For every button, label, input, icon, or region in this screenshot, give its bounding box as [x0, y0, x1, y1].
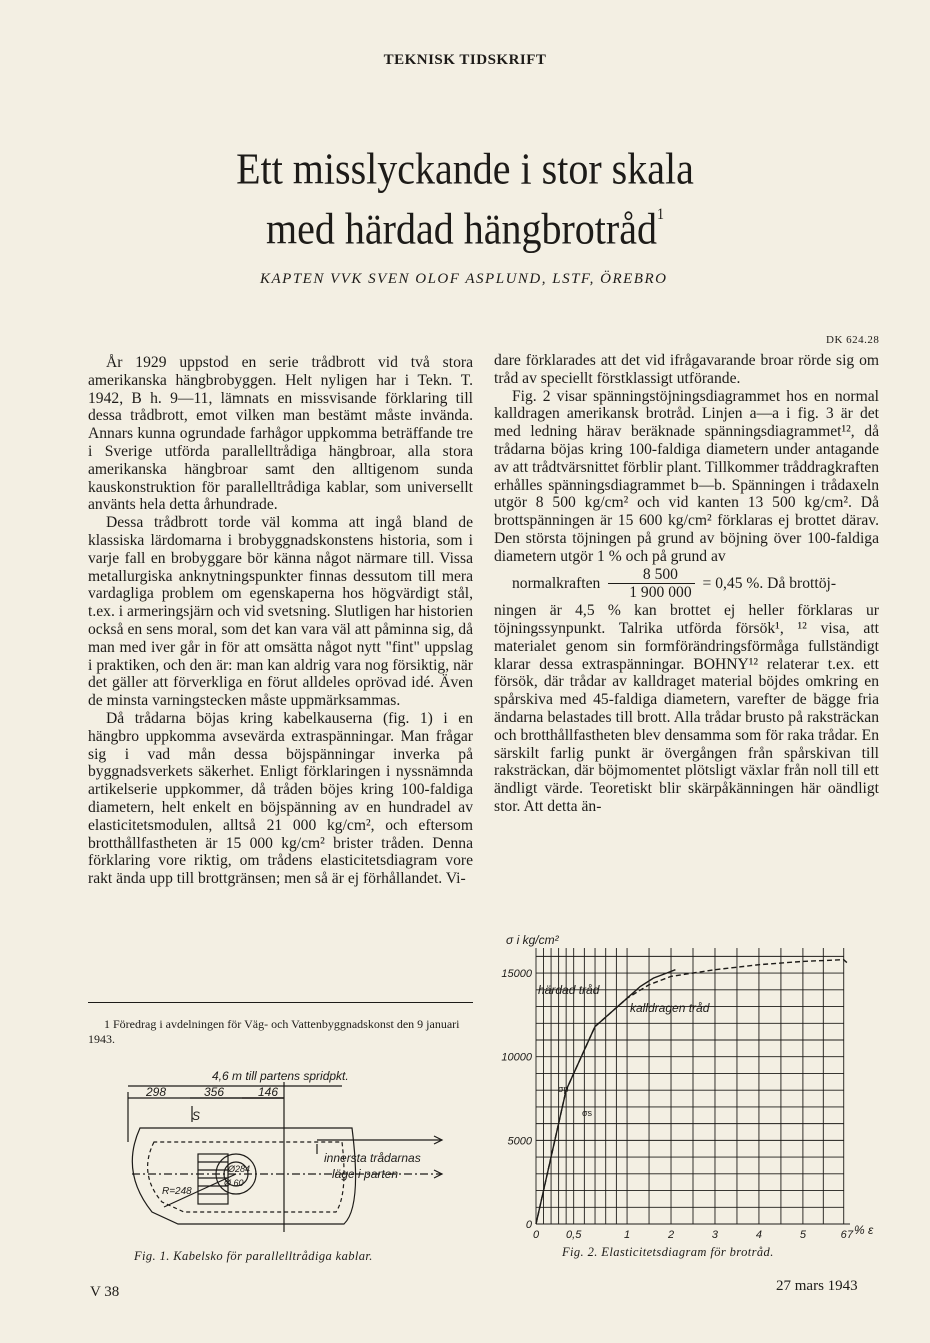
dk-classification: DK 624.28 — [826, 334, 880, 346]
fig2-x-tick-label: 1 — [623, 1229, 631, 1241]
fig1-label-d1: Ø284 — [228, 1164, 251, 1174]
formula-numerator: 8 500 — [608, 566, 694, 585]
title-line2-text: med härdad hängbrotråd — [266, 203, 657, 254]
formula-line — [494, 566, 879, 603]
article-title-line2 — [0, 203, 930, 254]
fig1-label-d2: Ø 60 — [224, 1178, 244, 1188]
footnote: 1 Föredrag i avdelningen för Väg- och Vattenbyggnadskonst den 9 januari 1943. — [88, 1017, 460, 1046]
fig1-drawing — [112, 1062, 472, 1252]
fig2-label-sp: σp — [558, 1084, 569, 1094]
fig2-label-ss: σs — [582, 1108, 593, 1118]
fig1-label-top: 4,6 m till partens spridpkt. — [212, 1069, 349, 1083]
left-paragraph-3: Då trådarna böjas kring kabelkauserna (fig. 1) i en hängbro uppkomma avsevärda extraspänningar. Man frågar sig i vad mån dessa böjspänningar inverka på byggnadsverkets säkerhet. Enligt förklaringen i nyssnämnda artikelserie uppkommer, då tråden böjes kring 100-faldiga diametern, helt enkelt en böjspänning av en hundradel av elasticitetsmodulen, alltså 21 000 kg/cm², och eftersom brotthållfastheten är 15 000 kg/cm² brister tråden. Denna förklaring vore riktig, om trådens elasticitetsdiagram vore rakt ända upp till brottgränsen; men så är ej förhållandet. Vi- — [88, 709, 473, 888]
right-paragraph-1: dare förklarades att det vid ifrågavarande broar rörde sig om tråd av speciellt förstklassigt utförande. — [494, 352, 879, 387]
fig2-y-tick-label: 15000 — [501, 968, 532, 981]
fig2-x-tick-label: 0,5 — [566, 1229, 582, 1241]
fig1-label-s: S — [192, 1109, 201, 1123]
fig1-caption: Fig. 1. Kabelsko för parallelltrådiga kablar. — [134, 1249, 373, 1263]
fig2-x-tick-label: 0 — [532, 1229, 540, 1241]
fig2-x-tick-label: 4 — [755, 1229, 763, 1241]
right-column — [494, 352, 879, 816]
footnote-divider — [88, 1002, 473, 1003]
fig2-x-tick-label: 5 — [799, 1229, 806, 1241]
left-paragraph-2: Dessa trådbrott torde väl komma att ingå bland de klassiska lärdomarna i brobyggnadskonstens historia, som i varje fall en brobyggare bör känna något närmare till. Vissa metallurgiska anknytningspunkter finnas dessutom till mera vardagliga problem om egenskaperna hos högvärdigt stål, t.ex. i armeringsjärn och vid svetsning. Slutligen har historien också en sens moral, som det kan vara väl att påminna sig, då man med iver går in för att omsätta något nytt "fint" uppslag i praktiken, och den är: man kan aldrig vara nog försiktig, när det gäller att förverkliga en förut alldeles oprövad idé. Även de minsta varningstecken måste uppmärksammas. — [88, 514, 474, 710]
title-footnote-mark: 1 — [656, 206, 664, 224]
left-paragraph-1: År 1929 uppstod en serie trådbrott vid två stora amerikanska hängbrobyggen. Helt nyligen har i Tekn. T. 1942, B h. 9—11, lämnats en missvisande förklaring till dessa trådbrott, emot vilken man bestämt måste invända. Annars kunna ogrundade farhågor uppkomma beträffande tre i Sverige utförda parallelltrådiga hängbroar, alla stora amerikanska hängbroar samt den alltigenom sunda kauskonstruktion för parallelltrådiga kablar, som universellt använts hela detta århundrade. — [88, 354, 473, 514]
fig2-ylabel: σ i kg/cm² — [506, 933, 559, 947]
fig2-chart — [500, 928, 890, 1244]
fig1-label-356: 356 — [204, 1085, 225, 1099]
journal-header: TEKNISK TIDSKRIFT — [383, 52, 547, 68]
fig1-label-r: R=248 — [162, 1186, 192, 1197]
fig2-y-tick-label: 5000 — [507, 1135, 532, 1148]
fig2-xlabel: % ε — [854, 1223, 874, 1237]
formula-denominator: 1 900 000 — [629, 584, 692, 602]
page-number: V 38 — [90, 1284, 120, 1300]
formula-suffix: = 0,45 %. Då brottöj- — [702, 574, 837, 592]
issue-date: 27 mars 1943 — [776, 1278, 858, 1294]
fig1-label-146: 146 — [258, 1085, 279, 1099]
fig1-label-298: 298 — [146, 1085, 167, 1099]
byline: KAPTEN VVK SVEN OLOF ASPLUND, LSTF, ÖREBRO — [260, 271, 668, 287]
fig2-series-kalldragen — [536, 960, 848, 1224]
fig1-label-inner: innersta trådarnas — [324, 1151, 421, 1165]
fig2-x-tick-label: 2 — [667, 1229, 675, 1241]
formula-prefix: normalkraften — [512, 574, 601, 592]
fig1-label-lage: läge i parten — [332, 1167, 399, 1181]
fig2-x-tick-label: 6 — [840, 1229, 847, 1241]
fig2-x-tick-label: 3 — [711, 1229, 719, 1241]
article-title-line1: Ett misslyckande i stor skala — [236, 143, 694, 194]
fig2-y-tick-label: 0 — [525, 1219, 532, 1231]
formula-fraction — [608, 566, 694, 603]
fig2-label-kalldragen: kalldragen tråd — [630, 1001, 710, 1015]
fig2-caption: Fig. 2. Elasticitetsdiagram för brotråd. — [562, 1245, 774, 1259]
right-paragraph-3: ningen är 4,5 % kan brottet ej heller förklaras ur töjningssynpunkt. Talrika utförda försök¹, ¹² visa, att materialet genom sin formförändringsförmåga fullständigt klarar dessa extraspänningar. BOHNY¹² relaterar t.ex. ett försök, där trådar av kalldraget material böjdes omkring en spårskiva med 45-faldiga diametern, varefter de bägge fria ändarna belastades till brott. Alla trådar brusto på raksträckan och brotthållfastheten blev densamma som för raka trådar. En särskilt farlig punkt är övergången från spårskivan till raksträckan, där böjmomentet plötsligt växlar från noll till ett ändligt värde. Teoretiskt blir skärpåkänningen här oändligt stor. Att detta än- — [494, 602, 879, 815]
fig2-label-hardad: härdad tråd — [538, 983, 600, 997]
fig2-y-tick-label: 10000 — [501, 1051, 532, 1064]
left-column — [88, 354, 473, 888]
right-paragraph-2: Fig. 2 visar spänningstöjningsdiagrammet hos en normal kalldragen amerikansk brotråd. Linjen a—a i fig. 3 är det med ledning härav beräknade spänningsdiagrammet¹², då trådarna böjas kring 100-faldiga diametern under antagande av att trådtvärsnittet förblir plant. Tillkommer tråddragkraften erhålles spänningsdiagrammet b—b. Spänningen i trådaxeln utgör 8 500 kg/cm² och vid kanten 13 500 kg/cm². Då brottspänningen är 15 600 kg/cm² förklaras ej brottet därav. Den största töjningen på grund av böjning över 100-faldiga diametern utgör 1 % och på grund av — [494, 387, 879, 565]
fig2-x-tick-label: 7 — [846, 1229, 854, 1241]
